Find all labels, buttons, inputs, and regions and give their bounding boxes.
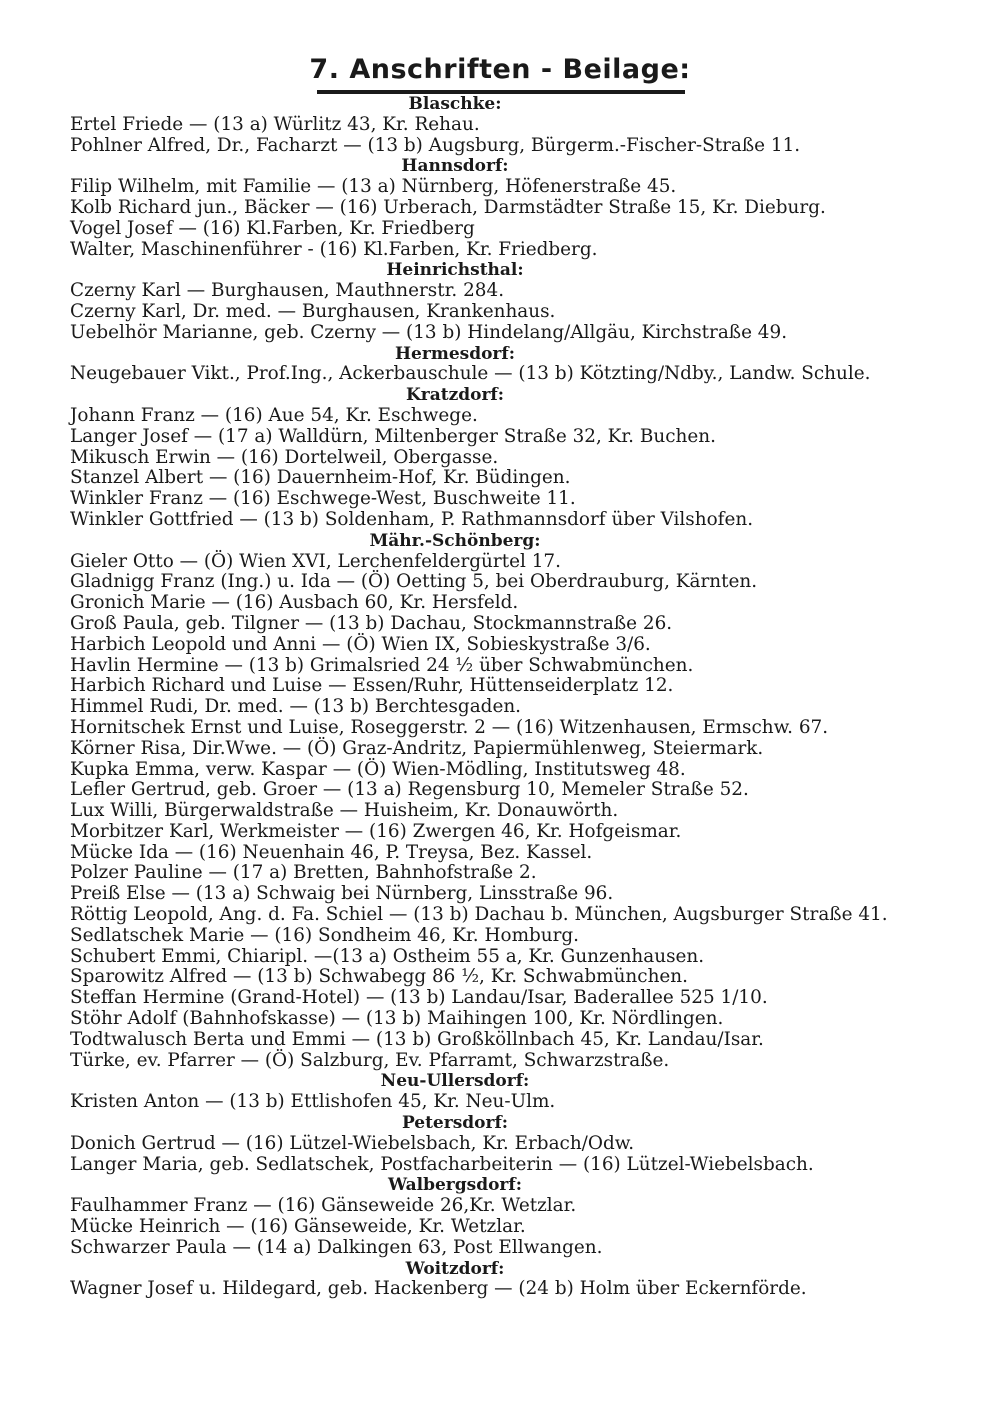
address-entry: Lux Willi, Bürgerwaldstraße — Huisheim, Kr. Donauwörth. [70,800,619,822]
address-entry: Uebelhör Marianne, geb. Czerny — (13 b) Hindelang/Allgäu, Kirchstraße 49. [70,321,788,343]
address-entry: Sparowitz Alfred — (13 b) Schwabegg 86 ½, Kr. Schwabmünchen. [70,966,688,988]
address-entry: Mücke Heinrich — (16) Gänseweide, Kr. Wetzlar. [70,1216,526,1238]
address-list [70,94,970,1300]
address-entry: Langer Josef — (17 a) Walldürn, Miltenberger Straße 32, Kr. Buchen. [70,425,716,447]
address-entry: Mikusch Erwin — (16) Dortelweil, Obergasse. [70,446,499,468]
address-entry: Polzer Pauline — (17 a) Bretten, Bahnhofstraße 2. [70,862,537,884]
address-entry: Winkler Gottfried — (13 b) Soldenham, P. Rathmannsdorf über Vilshofen. [70,508,754,530]
address-entry: Harbich Leopold und Anni — (Ö) Wien IX, Sobieskystraße 3/6. [70,633,651,655]
address-entry: Mücke Ida — (16) Neuenhain 46, P. Treysa, Bez. Kassel. [70,841,593,863]
address-entry: Havlin Hermine — (13 b) Grimalsried 24 ½ über Schwabmünchen. [70,654,694,676]
page-title: 7. Anschriften - Beilage: [309,54,691,85]
address-entry: Preiß Else — (13 a) Schwaig bei Nürnberg, Linsstraße 96. [70,883,614,905]
address-entry: Morbitzer Karl, Werkmeister — (16) Zwergen 46, Kr. Hofgeismar. [70,820,682,842]
address-entry: Türke, ev. Pfarrer — (Ö) Salzburg, Ev. Pfarramt, Schwarzstraße. [70,1049,670,1071]
address-entry: Czerny Karl, Dr. med. — Burghausen, Krankenhaus. [70,300,556,322]
section-heading: Woitzdorf: [405,1258,505,1279]
address-entry: Pohlner Alfred, Dr., Facharzt — (13 b) Augsburg, Bürgerm.-Fischer-Straße 11. [70,134,801,156]
address-entry: Gladnigg Franz (Ing.) u. Ida — (Ö) Oetting 5, bei Oberdrauburg, Kärnten. [70,571,758,593]
address-entry: Wagner Josef u. Hildegard, geb. Hackenberg — (24 b) Holm über Eckernförde. [70,1278,807,1300]
address-entry: Faulhammer Franz — (16) Gänseweide 26,Kr. Wetzlar. [70,1195,577,1217]
address-entry: Langer Maria, geb. Sedlatschek, Postfacharbeiterin — (16) Lützel-Wiebelsbach. [70,1153,814,1175]
address-entry: Sedlatschek Marie — (16) Sondheim 46, Kr. Homburg. [70,924,580,946]
address-entry: Schwarzer Paula — (14 a) Dalkingen 63, Post Ellwangen. [70,1236,603,1258]
address-entry: Johann Franz — (16) Aue 54, Kr. Eschwege. [70,404,478,426]
address-entry: Kolb Richard jun., Bäcker — (16) Urberach, Darmstädter Straße 15, Kr. Dieburg. [70,196,826,218]
address-entry: Hornitschek Ernst und Luise, Roseggerstr. 2 — (16) Witzenhausen, Ermschw. 67. [70,716,829,738]
section-heading: Mähr.-Schönberg: [369,530,541,551]
address-entry: Lefler Gertrud, geb. Groer — (13 a) Regensburg 10, Memeler Straße 52. [70,779,749,801]
address-entry: Walter, Maschinenführer - (16) Kl.Farben, Kr. Friedberg. [70,238,598,260]
address-entry: Neugebauer Vikt., Prof.Ing., Ackerbauschule — (13 b) Kötzting/Ndby., Landw. Schule. [70,363,871,385]
section-heading: Heinrichsthal: [386,260,524,281]
address-entry: Röttig Leopold, Ang. d. Fa. Schiel — (13 b) Dachau b. München, Augsburger Straße 41. [70,904,888,926]
address-entry: Steffan Hermine (Grand-Hotel) — (13 b) Landau/Isar, Baderallee 525 1/10. [70,987,768,1009]
address-entry: Körner Risa, Dir.Wwe. — (Ö) Graz-Andritz, Papiermühlenweg, Steiermark. [70,737,764,759]
address-entry: Schubert Emmi, Chiaripl. —(13 a) Ostheim 55 a, Kr. Gunzenhausen. [70,945,705,967]
section-heading: Walbergsdorf: [388,1175,522,1196]
address-entry: Ertel Friede — (13 a) Würlitz 43, Kr. Rehau. [70,113,480,135]
section-heading: Kratzdorf: [405,385,505,406]
address-entry: Donich Gertrud — (16) Lützel-Wiebelsbach, Kr. Erbach/Odw. [70,1132,635,1154]
section-heading: Blaschke: [408,94,502,114]
address-entry: Himmel Rudi, Dr. med. — (13 b) Berchtesgaden. [70,696,522,718]
address-entry: Stanzel Albert — (16) Dauernheim-Hof, Kr. Büdingen. [70,467,571,489]
address-entry: Czerny Karl — Burghausen, Mauthnerstr. 284. [70,280,505,302]
address-entry: Harbich Richard und Luise — Essen/Ruhr, Hüttenseiderplatz 12. [70,675,674,697]
address-entry: Gronich Marie — (16) Ausbach 60, Kr. Hersfeld. [70,592,519,614]
address-entry: Vogel Josef — (16) Kl.Farben, Kr. Friedberg [70,217,475,239]
section-heading: Neu-Ullersdorf: [380,1071,530,1092]
address-entry: Filip Wilhelm, mit Familie — (13 a) Nürnberg, Höfenerstraße 45. [70,176,677,198]
address-entry: Kupka Emma, verw. Kaspar — (Ö) Wien-Mödling, Institutsweg 48. [70,758,686,780]
address-entry: Winkler Franz — (16) Eschwege-West, Buschweite 11. [70,488,576,510]
address-entry: Gieler Otto — (Ö) Wien XVI, Lerchenfeldergürtel 17. [70,550,561,572]
section-heading: Hermesdorf: [395,343,515,364]
address-entry: Stöhr Adolf (Bahnhofskasse) — (13 b) Maihingen 100, Kr. Nördlingen. [70,1008,724,1030]
address-entry: Kristen Anton — (13 b) Ettlishofen 45, Kr. Neu-Ulm. [70,1091,556,1113]
section-heading: Hannsdorf: [401,156,509,177]
address-entry: Groß Paula, geb. Tilgner — (13 b) Dachau, Stockmannstraße 26. [70,612,673,634]
address-entry: Todtwalusch Berta und Emmi — (13 b) Großköllnbach 45, Kr. Landau/Isar. [70,1028,764,1050]
section-heading: Petersdorf: [401,1113,509,1134]
